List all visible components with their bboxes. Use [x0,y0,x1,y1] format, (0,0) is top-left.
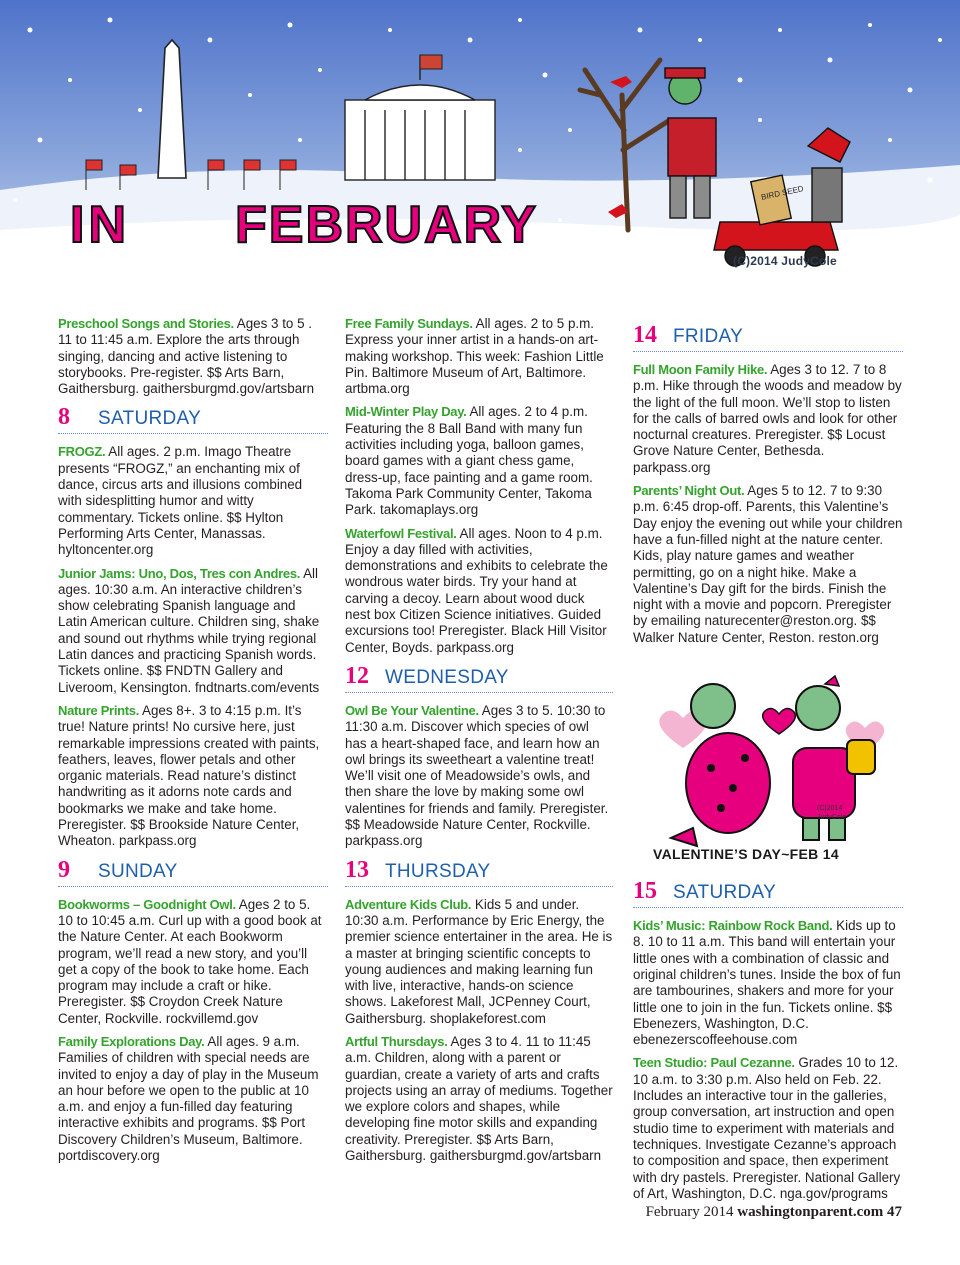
event-entry [633,362,903,476]
event-details: Grades 10 to 12. 10 a.m. to 3:30 p.m. Also held on Feb. 22. Includes an interactive tour in the galleries, group conversation, art instruction and open studio time to experiment with materials and techniques. Investigate Cezanne’s approach to composition and space, then experiment with dry pastels. Preregister. National Gallery of Art, Washington, D.C. nga.gov/programs [633,1055,901,1201]
event-title: FROGZ. [58,444,106,460]
event-details: Ages 2 to 5. 10 to 10:45 a.m. Curl up with a good book at the Nature Center. At each Bookworm program, we’ll read a new story, and you’ll get a copy of the book to take home. Each program may include a craft or hike. Preregister. $$ Croydon Creek Nature Center, Rockville. rockvillemd.gov [58,896,322,1026]
page-number: 47 [887,1204,902,1220]
day-number: 9 [58,856,70,883]
footer-month: February 2014 [645,1204,734,1220]
footer-site: washingtonparent.com [737,1204,884,1220]
event-details: All ages. 10:30 a.m. An interactive children’s show celebrating Spanish language and Latin American culture. Children sing, shake and sound out rhythms while trying regional Latin dances and practicing Spanish words. Tickets online. $$ FNDTN Gallery and Liveroom, Kensington. fndtnarts.com/events [58,565,320,695]
day-name: SUNDAY [98,860,178,882]
page-footer [646,1204,902,1221]
event-details: All ages. Noon to 4 p.m. Enjoy a day filled with activities, demonstrations and exhibits to celebrate the wondrous water birds. Try your hand at carving a decoy. Learn about wood duck nest box Citizen Science initiatives. Guided excursions too! Preregister. Black Hill Visitor Center, Boyds. parkpass.org [345,525,608,655]
winter-scene-illustration [0,0,960,292]
column-3 [633,316,903,1209]
day-number: 12 [345,662,369,689]
column-2 [345,316,613,1171]
day-header-12 [345,663,613,693]
day-name: WEDNESDAY [385,666,509,688]
bird-seed-label: BIRD SEED [760,184,805,202]
event-details: Ages 3 to 12. 7 to 8 p.m. Hike through the woods and meadow by the light of the full moon. We’ll stop to listen for the calls of barred owls and look for other nocturnal creatures. Preregister. $$ Locust Grove Nature Center, Bethesda. parkpass.org [633,362,902,475]
event-details: Ages 3 to 4. 11 to 11:45 a.m. Children, along with a parent or guardian, create a variety of arts and crafts projects using an array of mediums. Together we explore colors and shapes, while developing fine motor skills and expanding creativity. Preregister. $$ Arts Barn, Gaithersburg. gaithersburgmd.gov/artsbarn [345,1033,613,1164]
banner-month-text: FEBRUARY [235,196,538,254]
event-title: Full Moon Family Hike. [633,362,768,377]
event-entry [345,316,613,397]
valentine-illustration [633,658,903,872]
event-title: Owl Be Your Valentine. [345,702,479,718]
event-title: Junior Jams: Uno, Dos, Tres con Andres. [58,565,301,581]
day-header-8 [58,404,328,434]
event-details: All ages. 2 to 4 p.m. Featuring the 8 Ball Band with many fun activities including yoga, balloon games, board games with a giant chess game, dress-up, face painting and a game room. Takoma Park Community Center, Takoma Park. takomaplays.org [345,404,593,518]
event-details: Ages 3 to 5 . 11 to 11:45 a.m. Explore the arts through singing, dancing and active listening to storybooks. Pre-register. $$ Arts Barn, Gaithersburg. gaithersburgmd.gov/artsbarn [58,316,315,397]
day-name: SATURDAY [98,408,202,430]
valentine-dinosaurs-image [633,658,903,872]
event-title: Family Explorations Day. [58,1033,205,1049]
day-header-13 [345,857,613,887]
day-number: 8 [58,404,70,431]
day-header-9 [58,857,328,887]
event-title: Artful Thursdays. [345,1033,448,1049]
event-title: Waterfowl Festival. [345,525,457,541]
event-title: Parents’ Night Out. [633,483,745,499]
illustration-credit: (C)2014 JudyCole [733,254,837,268]
event-entry [345,897,613,1027]
valentine-credit-year: (C)2014 [817,805,843,813]
column-1 [58,316,328,1171]
event-details: All ages. 2 p.m. Imago Theatre presents “FROGZ,” an enchanting mix of dance, circus arts and illusions combined with sidesplitting humor and witty commentary. Tickets online. $$ Hylton Performing Arts Center, Manassas. hyltoncenter.org [58,444,303,558]
event-entry [345,404,613,518]
event-title: Free Family Sundays. [345,316,473,331]
event-entry [345,703,613,850]
valentine-credit [817,804,846,822]
event-entry [345,526,613,656]
event-entry [58,566,328,696]
event-entry [633,1055,903,1202]
event-title: Teen Studio: Paul Cezanne. [633,1055,795,1071]
valentine-caption: VALENTINE’S DAY~FEB 14 [653,846,839,863]
event-details: All ages. 2 to 5 p.m. Express your inner artist in a hands-on art-making workshop. This week: Fashion Little Pin. Baltimore Museum of Art, Baltimore. artbma.org [345,316,604,397]
day-name: FRIDAY [673,326,744,347]
header-illustration [0,0,960,292]
event-entry [58,1034,328,1164]
day-number: 13 [345,856,369,883]
event-entry [633,918,903,1048]
event-details: Ages 5 to 12. 7 to 9:30 p.m. 6:45 drop-off. Parents, this Valentine’s Day enjoy the evening out while your children have a fun-filled night at the nature center. Kids, play nature games and weather permitting, go on a night hike. Make a Valentine’s Day gift for the birds. Finish the night with a movie and popcorn. Preregister by emailing naturecenter@reston.org. $$ Walker Nature Center, Reston. reston.org [633,483,903,645]
day-number: 14 [633,322,657,348]
event-entry [633,483,903,646]
event-details: Ages 8+. 3 to 4:15 p.m. It’s true! Nature prints! No cursive here, just remarkable impressions created with paints, feathers, leaves, flower petals and other organic materials. Read nature’s distinct handwriting as it adorns note cards and bookmarks we make and take home. Preregister. $$ Brookside Nature Center, Wheaton. parkpass.org [58,702,320,849]
day-header-14 [633,322,903,352]
day-number: 15 [633,878,657,905]
day-header-15 [633,878,903,908]
event-entry [58,444,328,558]
valentine-credit-artist: JudyCole [817,814,847,822]
event-details: Kids up to 8. 10 to 11 a.m. This band will entertain your little ones with a combination of classic and original children’s tunes. Inside the box of fun are tambourines, shakers and more for your little one to join in the fun. Tickets online. $$ Ebenezers, Washington, D.C. ebenezerscoffeehouse.com [633,918,901,1048]
event-details: Ages 3 to 5. 10:30 to 11:30 a.m. Discover which species of owl has a heart-shaped face, and learn how an owl brings its sweetheart a valentine treat! We’ll visit one of Meadowside’s owls, and then share the love by making some owl valentines for friends and family. Preregister. $$ Meadowside Nature Center, Rockville. parkpass.org [345,702,609,849]
event-title: Mid-Winter Play Day. [345,404,467,420]
event-title: Kids’ Music: Rainbow Rock Band. [633,918,833,934]
event-title: Preschool Songs and Stories. [58,316,234,331]
event-entry [58,316,328,397]
day-name: THURSDAY [385,860,491,882]
event-title: Bookworms – Goodnight Owl. [58,896,236,912]
event-entry [58,897,328,1027]
event-entry [345,1034,613,1164]
event-title: Nature Prints. [58,702,140,718]
event-entry [58,703,328,850]
banner-prefix-text: IN [70,196,130,254]
event-details: Kids 5 and under. 10:30 a.m. Performance by Eric Energy, the premier science entertainer in the area. He is a master at bringing scientific concepts to young audiences and making learning fun with live, interactive, hands-on science shows. Lakeforest Mall, JCPenney Court, Gaithersburg. shoplakeforest.com [345,896,613,1026]
event-details: All ages. 9 a.m. Families of children with special needs are invited to enjoy a day of play in the Museum an hour before we open to the public at 10 a.m. and enjoy a fun-filled day featuring interactive exhibits and programs. $$ Port Discovery Children’s Museum, Baltimore. portdiscovery.org [58,1033,319,1164]
day-name: SATURDAY [673,882,777,904]
event-title: Adventure Kids Club. [345,896,472,912]
